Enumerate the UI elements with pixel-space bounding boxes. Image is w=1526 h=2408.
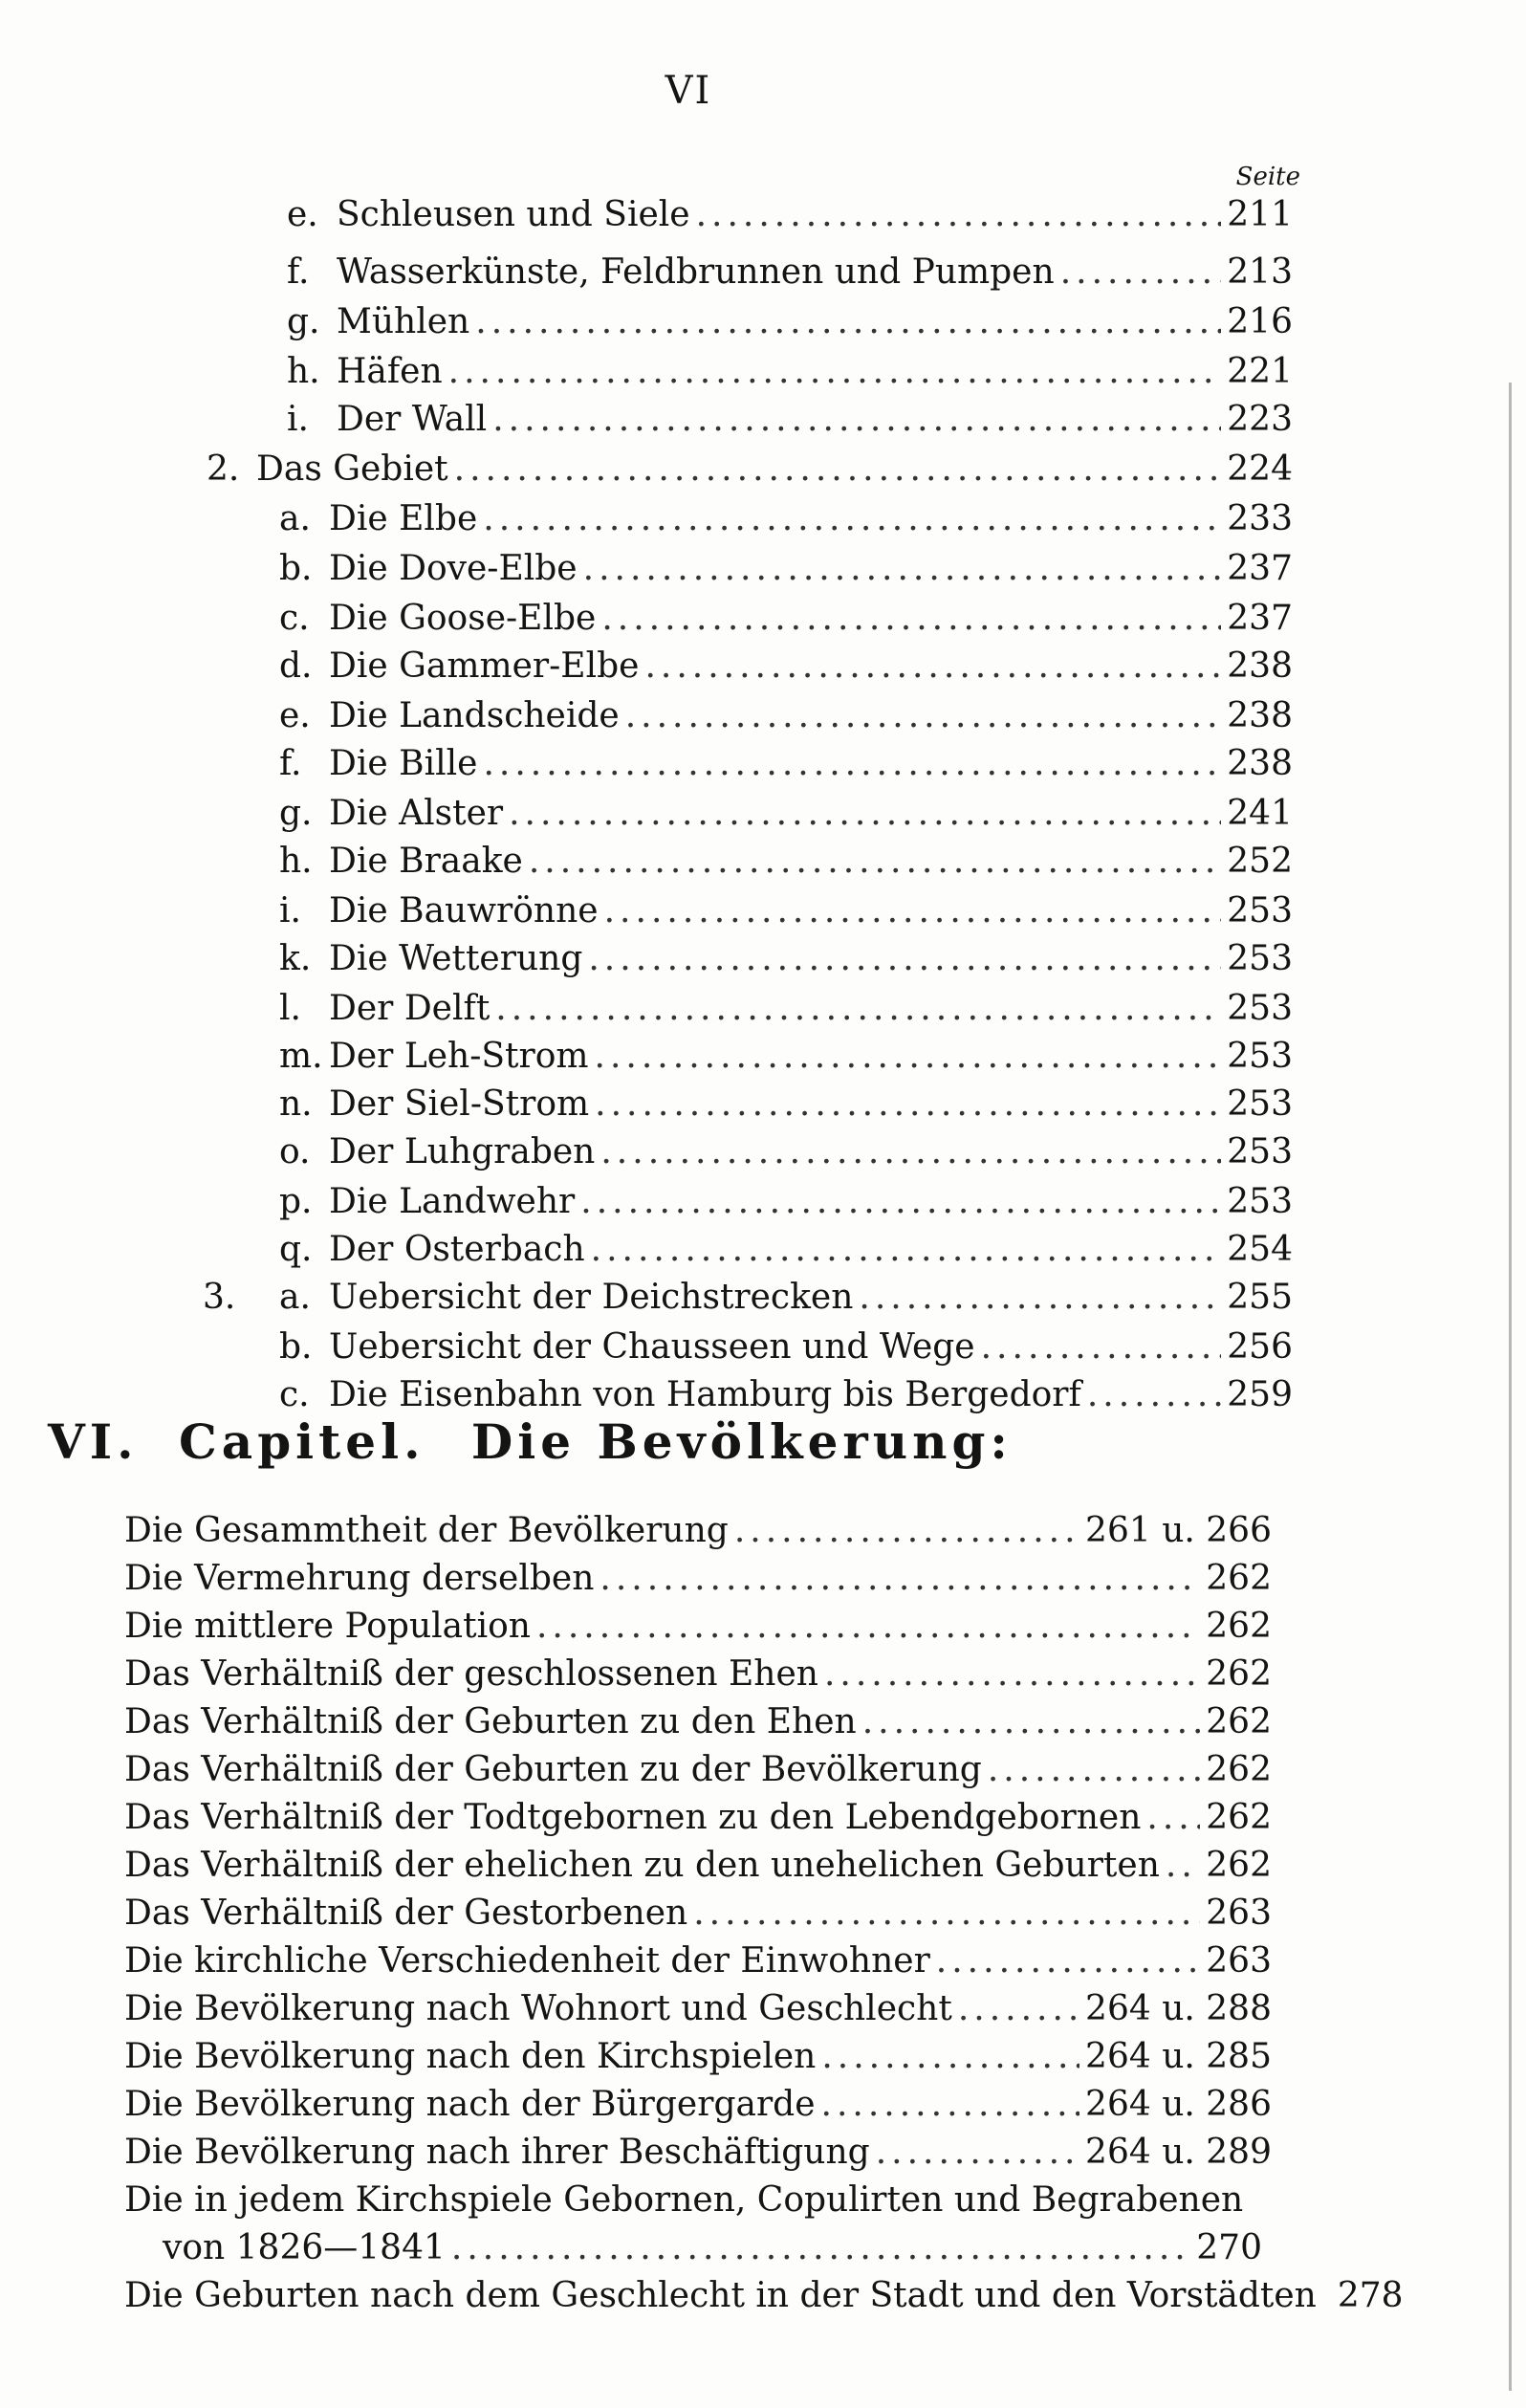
leader-dots bbox=[1087, 1371, 1221, 1419]
entry-letter: o. bbox=[279, 1132, 311, 1171]
entry-page: 264 u. 286 bbox=[1085, 2085, 1272, 2124]
toc-entry[interactable] bbox=[279, 692, 1293, 740]
leader-dots bbox=[595, 1033, 1222, 1081]
toc-entry[interactable] bbox=[124, 1698, 1272, 1746]
entry-title: Häfen bbox=[337, 352, 443, 391]
leader-dots bbox=[475, 298, 1221, 346]
entry-page: 254 bbox=[1227, 1230, 1293, 1269]
entry-page: 238 bbox=[1227, 744, 1293, 783]
toc-entry[interactable] bbox=[279, 985, 1293, 1033]
toc-entry[interactable] bbox=[124, 1985, 1272, 2033]
entry-letter: k. bbox=[279, 939, 312, 978]
toc-entry[interactable] bbox=[287, 396, 1293, 444]
entry-title: Die mittlere Population bbox=[124, 1607, 531, 1646]
leader-dots bbox=[862, 1698, 1201, 1746]
entry-page: 223 bbox=[1227, 400, 1293, 439]
entry-page: 238 bbox=[1227, 646, 1293, 686]
leader-dots bbox=[583, 545, 1222, 593]
leader-dots bbox=[696, 191, 1222, 239]
leader-dots bbox=[509, 790, 1221, 838]
entry-title: Wasserkünste, Feldbrunnen und Pumpen bbox=[337, 252, 1055, 292]
entry-title: Das Verhältniß der geschlossenen Ehen bbox=[124, 1654, 818, 1694]
toc-entry[interactable] bbox=[279, 643, 1293, 690]
entry-title: Die Alster bbox=[329, 794, 504, 833]
entry-page: 262 bbox=[1206, 1846, 1272, 1885]
leader-dots bbox=[492, 396, 1221, 444]
toc-entry[interactable] bbox=[124, 1842, 1272, 1890]
entry-page: 253 bbox=[1227, 1132, 1293, 1171]
toc-section-heading[interactable] bbox=[207, 446, 1293, 493]
toc-entry[interactable] bbox=[124, 1890, 1272, 1937]
entry-page: 255 bbox=[1227, 1278, 1293, 1317]
entry-page: 252 bbox=[1227, 842, 1293, 881]
entry-title: Die Eisenbahn von Hamburg bis Bergedorf bbox=[329, 1375, 1081, 1414]
entry-letter: i. bbox=[287, 400, 309, 439]
entry-page: 256 bbox=[1227, 1327, 1293, 1367]
leader-dots bbox=[588, 935, 1221, 983]
entry-letter: h. bbox=[279, 842, 313, 881]
section-number: 2. bbox=[207, 449, 240, 489]
chapter-title: Die Bevölkerung: bbox=[470, 1413, 1013, 1470]
toc-entry-line[interactable]: Die in jedem Kirchspiele Gebornen, Copulirten und Begrabenen bbox=[124, 2180, 1244, 2220]
entry-title: Der Wall bbox=[337, 400, 488, 439]
entry-page: 237 bbox=[1227, 599, 1293, 638]
leader-dots bbox=[734, 1507, 1079, 1555]
entry-letter: p. bbox=[279, 1182, 313, 1221]
chapter-word: Capitel. bbox=[179, 1413, 425, 1470]
entry-title: Das Verhältniß der Geburten zu der Bevölkerung bbox=[124, 1750, 982, 1789]
entry-title: Die Dove-Elbe bbox=[329, 549, 578, 588]
entry-page: 241 bbox=[1227, 794, 1293, 833]
entry-letter: c. bbox=[279, 599, 310, 638]
entry-page: 264 u. 285 bbox=[1085, 2037, 1272, 2076]
toc-entry[interactable] bbox=[124, 2272, 1404, 2320]
entry-page: 270 bbox=[1196, 2228, 1262, 2267]
toc-entry[interactable] bbox=[279, 887, 1293, 935]
entry-page: 278 bbox=[1337, 2276, 1404, 2315]
entry-letter: g. bbox=[287, 302, 320, 341]
toc-entry[interactable] bbox=[279, 595, 1293, 643]
entry-letter: a. bbox=[279, 499, 311, 538]
toc-entry[interactable] bbox=[287, 249, 1293, 296]
entry-title: Die Wetterung bbox=[329, 939, 583, 978]
entry-letter: b. bbox=[279, 1327, 313, 1367]
page-number: VI bbox=[665, 69, 712, 113]
toc-entry[interactable] bbox=[279, 1128, 1293, 1176]
leader-dots bbox=[936, 1937, 1200, 1985]
leader-dots bbox=[981, 1324, 1222, 1371]
leader-dots bbox=[824, 1651, 1200, 1698]
entry-page: 237 bbox=[1227, 549, 1293, 588]
toc-entry[interactable] bbox=[163, 2224, 1262, 2272]
entry-title: Die kirchliche Verschiedenheit der Einwohner bbox=[124, 1941, 930, 1981]
entry-page: 221 bbox=[1227, 352, 1293, 391]
page-edge-line bbox=[1509, 383, 1512, 2391]
entry-page: 262 bbox=[1206, 1607, 1272, 1646]
entry-title: Die Bille bbox=[329, 744, 478, 783]
toc-entry[interactable] bbox=[287, 298, 1293, 346]
entry-title: Das Verhältniß der Geburten zu den Ehen bbox=[124, 1702, 857, 1741]
leader-dots bbox=[859, 1274, 1221, 1322]
entry-title: Das Verhältniß der ehelichen zu den unehelichen Geburten bbox=[124, 1846, 1160, 1885]
leader-dots bbox=[536, 1603, 1200, 1651]
leader-dots bbox=[483, 740, 1221, 788]
entry-title: Der Siel-Strom bbox=[329, 1084, 590, 1124]
leader-dots bbox=[625, 692, 1222, 740]
entry-page: 224 bbox=[1227, 449, 1293, 489]
toc-entry[interactable] bbox=[279, 1178, 1293, 1226]
entry-page: 213 bbox=[1227, 252, 1293, 292]
entry-title: Der Luhgraben bbox=[329, 1132, 596, 1171]
entry-title: Mühlen bbox=[337, 302, 470, 341]
toc-entry[interactable] bbox=[124, 1937, 1272, 1985]
entry-title: Die Vermehrung derselben bbox=[124, 1559, 595, 1598]
toc-entry[interactable] bbox=[203, 1274, 1293, 1322]
entry-title: Die Bauwrönne bbox=[329, 891, 599, 930]
toc-entry[interactable] bbox=[287, 191, 1293, 239]
toc-entry[interactable] bbox=[279, 495, 1293, 543]
leader-dots bbox=[604, 887, 1222, 935]
entry-page: 261 u. 266 bbox=[1085, 1511, 1272, 1550]
section-number: 3. bbox=[203, 1278, 236, 1317]
entry-page: 253 bbox=[1227, 1182, 1293, 1221]
leader-dots bbox=[988, 1746, 1200, 1794]
entry-letter: e. bbox=[279, 696, 311, 735]
entry-letter: f. bbox=[279, 744, 302, 783]
entry-page: 262 bbox=[1206, 1559, 1272, 1598]
leader-dots bbox=[1166, 1842, 1200, 1890]
leader-dots bbox=[529, 838, 1221, 886]
entry-title: Die Goose-Elbe bbox=[329, 599, 597, 638]
entry-letter: g. bbox=[279, 794, 313, 833]
entry-page: 262 bbox=[1206, 1702, 1272, 1741]
leader-dots bbox=[600, 1555, 1200, 1603]
entry-page: 253 bbox=[1227, 1084, 1293, 1124]
entry-title: Die Bevölkerung nach den Kirchspielen bbox=[124, 2037, 817, 2076]
leader-dots bbox=[1060, 249, 1222, 296]
toc-entry[interactable] bbox=[124, 2081, 1272, 2129]
entry-page: 216 bbox=[1227, 302, 1293, 341]
entry-page: 238 bbox=[1227, 696, 1293, 735]
leader-dots bbox=[821, 2033, 1079, 2081]
entry-letter: f. bbox=[287, 252, 310, 292]
entry-letter: n. bbox=[279, 1084, 313, 1124]
toc-entry[interactable] bbox=[124, 1507, 1272, 1555]
entry-title: Die Bevölkerung nach Wohnort und Geschlecht bbox=[124, 1989, 952, 2028]
toc-entry[interactable] bbox=[124, 2033, 1272, 2081]
entry-page: 253 bbox=[1227, 989, 1293, 1028]
chapter-heading bbox=[48, 1413, 1386, 1470]
leader-dots bbox=[451, 2224, 1190, 2272]
entry-page: 263 bbox=[1206, 1894, 1272, 1933]
leader-dots bbox=[876, 2129, 1079, 2177]
leader-dots bbox=[693, 1890, 1200, 1937]
toc-entry[interactable] bbox=[279, 1226, 1293, 1274]
entry-title: Die Geburten nach dem Geschlecht in der Stadt und den Vorstädten bbox=[124, 2276, 1317, 2315]
entry-page: 259 bbox=[1227, 1375, 1293, 1414]
entry-title: Die Gesammtheit der Bevölkerung bbox=[124, 1511, 729, 1550]
leader-dots bbox=[644, 643, 1221, 690]
entry-title: Der Delft bbox=[329, 989, 490, 1028]
entry-letter: c. bbox=[279, 1375, 310, 1414]
entry-page: 262 bbox=[1206, 1654, 1272, 1694]
leader-dots bbox=[600, 1128, 1221, 1176]
entry-page: 264 u. 289 bbox=[1085, 2133, 1272, 2172]
entry-title: Die Landscheide bbox=[329, 696, 620, 735]
leader-dots bbox=[1146, 1794, 1200, 1842]
leader-dots bbox=[821, 2081, 1080, 2129]
toc-entry[interactable] bbox=[124, 2129, 1272, 2177]
entry-letter: l. bbox=[279, 989, 301, 1028]
entry-page: 264 u. 288 bbox=[1085, 1989, 1272, 2028]
entry-letter: a. bbox=[279, 1278, 311, 1317]
leader-dots bbox=[580, 1178, 1221, 1226]
seite-column-label: Seite bbox=[1235, 163, 1300, 191]
entry-page: 253 bbox=[1227, 1037, 1293, 1076]
entry-title: Das Verhältniß der Gestorbenen bbox=[124, 1894, 688, 1933]
section-title: Das Gebiet bbox=[256, 449, 448, 489]
entry-title: Uebersicht der Chausseen und Wege bbox=[329, 1327, 975, 1367]
leader-dots bbox=[483, 495, 1221, 543]
entry-page: 262 bbox=[1206, 1798, 1272, 1837]
entry-letter: e. bbox=[287, 195, 318, 234]
entry-page: 263 bbox=[1206, 1941, 1272, 1981]
entry-title: Uebersicht der Deichstrecken bbox=[329, 1278, 854, 1317]
entry-title: Das Verhältniß der Todtgebornen zu den Lebendgebornen bbox=[124, 1798, 1142, 1837]
entry-page: 233 bbox=[1227, 499, 1293, 538]
entry-title: Schleusen und Siele bbox=[337, 195, 690, 234]
leader-dots bbox=[958, 1985, 1079, 2033]
entry-title-continued: von 1826—1841 bbox=[163, 2228, 446, 2267]
entry-letter: i. bbox=[279, 891, 301, 930]
entry-letter: h. bbox=[287, 352, 320, 391]
toc-entry[interactable] bbox=[124, 1794, 1272, 1842]
toc-entry[interactable] bbox=[279, 740, 1293, 788]
entry-page: 253 bbox=[1227, 939, 1293, 978]
toc-entry[interactable] bbox=[287, 348, 1293, 396]
leader-dots bbox=[495, 985, 1221, 1033]
toc-entry[interactable] bbox=[124, 1651, 1272, 1698]
leader-dots bbox=[601, 595, 1221, 643]
toc-entry[interactable] bbox=[279, 935, 1293, 983]
entry-title: Der Leh-Strom bbox=[329, 1037, 589, 1076]
leader-dots bbox=[595, 1081, 1221, 1128]
toc-entry[interactable] bbox=[124, 1603, 1272, 1651]
entry-letter: q. bbox=[279, 1230, 313, 1269]
leader-dots bbox=[454, 446, 1222, 493]
entry-title: Die Landwehr bbox=[329, 1182, 576, 1221]
toc-entry[interactable] bbox=[279, 545, 1293, 593]
toc-entry[interactable] bbox=[279, 790, 1293, 838]
entry-page: 211 bbox=[1227, 195, 1293, 234]
entry-letter: d. bbox=[279, 646, 313, 686]
leader-dots bbox=[591, 1226, 1222, 1274]
entry-title: Die Bevölkerung nach der Bürgergarde bbox=[124, 2085, 816, 2124]
toc-entry[interactable] bbox=[124, 1746, 1272, 1794]
entry-title: Die Elbe bbox=[329, 499, 478, 538]
entry-title: Die Braake bbox=[329, 842, 523, 881]
leader-dots bbox=[448, 348, 1222, 396]
entry-letter: m. bbox=[279, 1037, 323, 1076]
toc-entry[interactable] bbox=[279, 1081, 1293, 1128]
entry-title: Die Gammer-Elbe bbox=[329, 646, 640, 686]
toc-entry[interactable] bbox=[279, 1324, 1293, 1371]
toc-entry[interactable] bbox=[279, 1371, 1293, 1419]
entry-page: 262 bbox=[1206, 1750, 1272, 1789]
entry-letter: b. bbox=[279, 549, 313, 588]
toc-entry[interactable] bbox=[279, 1033, 1293, 1081]
chapter-number: VI. bbox=[48, 1413, 139, 1470]
entry-title: Die Bevölkerung nach ihrer Beschäftigung bbox=[124, 2133, 870, 2172]
toc-entry[interactable] bbox=[124, 1555, 1272, 1603]
entry-page: 253 bbox=[1227, 891, 1293, 930]
toc-entry[interactable] bbox=[279, 838, 1293, 886]
entry-title: Der Osterbach bbox=[329, 1230, 585, 1269]
